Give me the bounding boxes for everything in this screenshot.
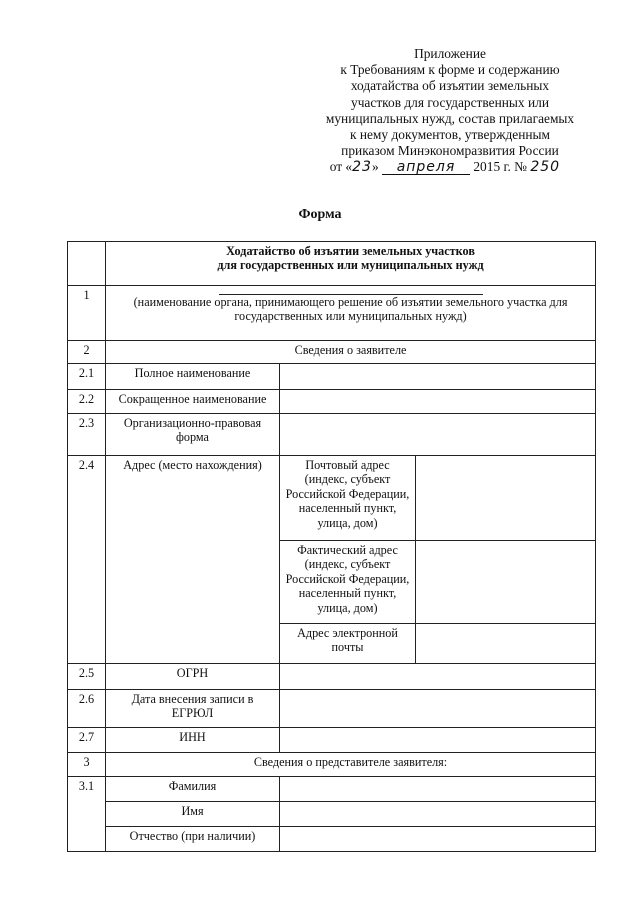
form-title: Форма <box>298 207 342 222</box>
postal-address-field[interactable] <box>416 456 596 541</box>
field-label: Дата внесения записи в ЕГРЮЛ <box>106 690 280 728</box>
table-row <box>68 802 596 827</box>
order-number: 250 <box>530 159 561 176</box>
table-row <box>68 242 596 286</box>
row-number: 3.1 <box>68 777 106 852</box>
section-representative: Сведения о представителе заявителя: <box>106 753 596 777</box>
table-row <box>68 777 596 802</box>
field-label: Имя <box>106 802 280 827</box>
actual-address-label: Фактический адрес (индекс, субъект Российской Федерации, населенный пункт, улица, дом) <box>280 541 416 624</box>
row-number: 2.6 <box>68 690 106 728</box>
petition-form-table <box>67 241 596 852</box>
row-number: 2 <box>68 341 106 364</box>
table-row <box>68 664 596 690</box>
inn-field[interactable] <box>280 728 596 753</box>
date-prefix: от « <box>329 159 353 175</box>
row-number: 2.2 <box>68 390 106 414</box>
field-label: ИНН <box>106 728 280 753</box>
header-line: муниципальных нужд, состав прилагаемых <box>325 110 575 126</box>
row-number: 2.1 <box>68 364 106 390</box>
field-label: ОГРН <box>106 664 280 690</box>
field-label: Фамилия <box>106 777 280 802</box>
full-name-field[interactable] <box>280 364 596 390</box>
table-row <box>68 827 596 852</box>
table-row <box>68 364 596 390</box>
table-row <box>68 728 596 753</box>
postal-address-label: Почтовый адрес (индекс, субъект Российской Федерации, населенный пункт, улица, дом) <box>280 456 416 541</box>
order-date-line <box>300 159 600 175</box>
date-month: апреля <box>382 161 470 175</box>
row-number: 2.5 <box>68 664 106 690</box>
form-heading-line: для государственных или муниципальных нужд <box>217 258 484 273</box>
table-row <box>68 690 596 728</box>
table-cell <box>68 242 106 286</box>
field-label: Организационно-правовая форма <box>106 414 280 456</box>
actual-address-field[interactable] <box>416 541 596 624</box>
date-close: » <box>371 159 379 175</box>
legal-form-field[interactable] <box>280 414 596 456</box>
date-year: 2015 г. № <box>473 159 527 175</box>
appendix-header <box>300 46 600 176</box>
table-row <box>68 414 596 456</box>
header-line: к Требованиям к форме и содержанию <box>340 62 560 78</box>
section-applicant: Сведения о заявителе <box>106 341 596 364</box>
ogrn-field[interactable] <box>280 664 596 690</box>
row-number: 2.7 <box>68 728 106 753</box>
form-heading-line: Ходатайство об изъятии земельных участков <box>226 244 475 258</box>
field-label: Отчество (при наличии) <box>106 827 280 852</box>
row-number: 2.4 <box>68 456 106 664</box>
first-name-field[interactable] <box>280 802 596 827</box>
header-line: к нему документов, утвержденным <box>349 127 551 143</box>
email-field[interactable] <box>416 624 596 664</box>
row-number: 2.3 <box>68 414 106 456</box>
egrul-date-field[interactable] <box>280 690 596 728</box>
header-line: Приложение <box>414 46 486 61</box>
row-number: 1 <box>68 286 106 341</box>
table-row <box>68 456 596 541</box>
surname-field[interactable] <box>280 777 596 802</box>
table-row <box>68 286 596 341</box>
row-number: 3 <box>68 753 106 777</box>
email-label: Адрес электронной почты <box>280 624 416 664</box>
field-label: Сокращенное наименование <box>106 390 280 414</box>
header-line: ходатайства об изъятии земельных <box>350 78 550 94</box>
field-label: Адрес (место нахождения) <box>106 456 280 664</box>
date-day: 23 <box>352 159 372 176</box>
table-row <box>68 390 596 414</box>
short-name-field[interactable] <box>280 390 596 414</box>
authority-cell[interactable] <box>106 286 596 341</box>
table-row <box>68 753 596 777</box>
header-line: приказом Минэкономразвития России <box>341 143 559 159</box>
patronymic-field[interactable] <box>280 827 596 852</box>
header-line: участков для государственных или <box>351 94 549 110</box>
authority-caption: (наименование органа, принимающего решение об изъятии земельного участка для государственных или муниципальных нужд) <box>133 295 568 324</box>
table-row <box>68 341 596 364</box>
field-label: Полное наименование <box>106 364 280 390</box>
form-heading <box>106 242 596 286</box>
